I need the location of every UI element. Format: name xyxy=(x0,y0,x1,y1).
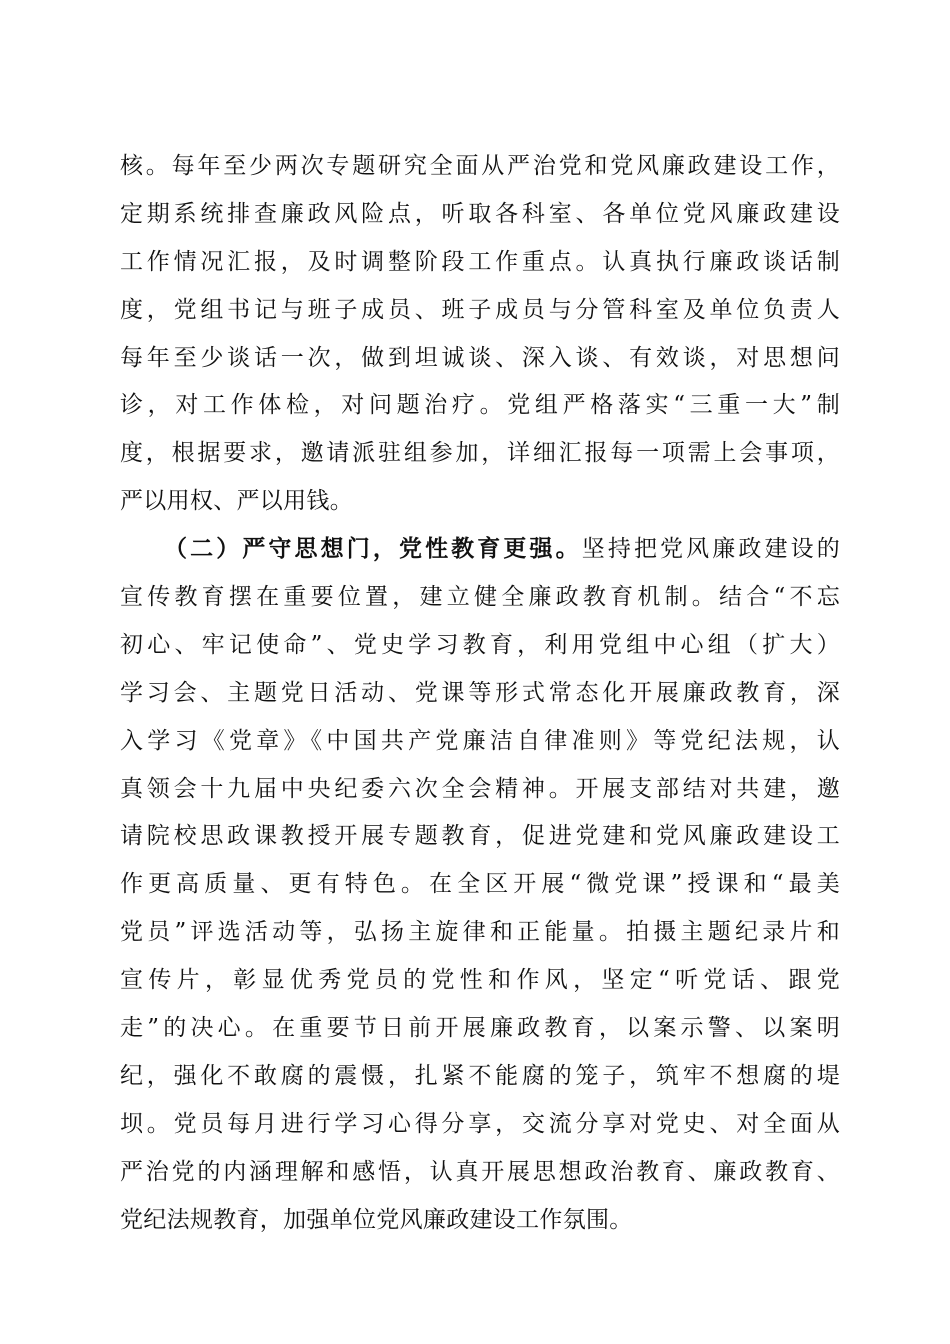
text-line: 党纪法规教育，加强单位党风廉政建设工作氛围。 xyxy=(120,1206,633,1233)
text-line: 请院校思政课教授开展专题教育，促进党建和党风廉政建设工 xyxy=(120,823,840,850)
paragraph-2 xyxy=(120,526,840,1244)
text-line: 宣传教育摆在重要位置，建立健全廉政教育机制。结合“不忘 xyxy=(120,584,840,611)
document-body xyxy=(120,143,840,1244)
heading-line-text: 坚持把党风廉政建设的 xyxy=(581,536,841,563)
text-line: 诊，对工作体检，对问题治疗。党组严格落实“三重一大”制 xyxy=(120,392,840,419)
text-line: 严以用权、严以用钱。 xyxy=(120,488,353,515)
text-line: 学习会、主题党日活动、党课等形式常态化开展廉政教育，深 xyxy=(120,679,840,706)
text-line: 走”的决心。在重要节日前开展廉政教育，以案示警、以案明 xyxy=(120,1015,840,1042)
text-line: 党员”评选活动等，弘扬主旋律和正能量。拍摄主题纪录片和 xyxy=(120,919,840,946)
paragraph-1 xyxy=(120,143,840,526)
text-line: 定期系统排查廉政风险点，听取各科室、各单位党风廉政建设 xyxy=(120,200,840,227)
text-line: 作更高质量、更有特色。在全区开展“微党课”授课和“最美 xyxy=(120,871,840,898)
text-line: 核。每年至少两次专题研究全面从严治党和党风廉政建设工作， xyxy=(120,153,840,179)
text-line: 入学习《党章》《中国共产党廉洁自律准则》等党纪法规，认 xyxy=(120,727,840,754)
text-line: 每年至少谈话一次，做到坦诚谈、深入谈、有效谈，对思想问 xyxy=(120,344,840,371)
paragraph-first-line xyxy=(120,526,840,574)
section-heading: （二）严守思想门，党性教育更强。 xyxy=(164,536,582,563)
text-line: 坝。党员每月进行学习心得分享，交流分享对党史、对全面从 xyxy=(120,1110,840,1137)
text-line: 纪，强化不敢腐的震慑，扎紧不能腐的笼子，筑牢不想腐的堤 xyxy=(120,1062,840,1089)
text-line: 度，党组书记与班子成员、班子成员与分管科室及单位负责人 xyxy=(120,296,840,323)
text-line: 真领会十九届中央纪委六次全会精神。开展支部结对共建，邀 xyxy=(120,775,840,802)
text-line: 宣传片，彰显优秀党员的党性和作风，坚定“听党话、跟党 xyxy=(120,967,840,994)
text-line: 工作情况汇报，及时调整阶段工作重点。认真执行廉政谈话制 xyxy=(120,248,840,275)
text-line: 严治党的内涵理解和感悟，认真开展思想政治教育、廉政教育、 xyxy=(120,1158,840,1185)
text-line: 初心、牢记使命”、党史学习教育，利用党组中心组（扩大） xyxy=(120,631,840,658)
text-line: 度，根据要求，邀请派驻组参加，详细汇报每一项需上会事项， xyxy=(120,440,840,467)
